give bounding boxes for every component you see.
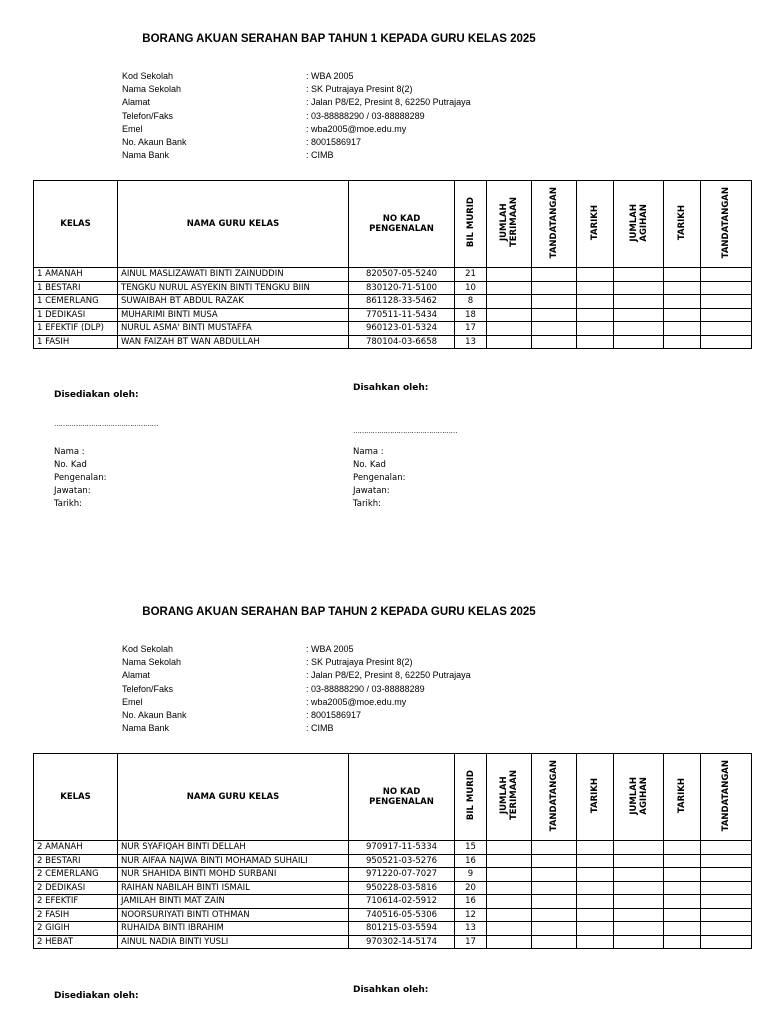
approved-by-heading: Disahkan oleh: xyxy=(353,985,429,995)
info-value: : wba2005@moe.edu.my xyxy=(306,123,407,134)
cell-tandatangan xyxy=(701,895,752,909)
prepared-by-block xyxy=(54,991,139,1001)
cell-no-kad: 820507-05-5240 xyxy=(349,268,455,282)
cell-kelas: 1 EFEKTIF (DLP) xyxy=(34,322,118,336)
cell-nama-guru: MUHARIMI BINTI MUSA xyxy=(118,308,349,322)
cell-no-kad: 970302-14-5174 xyxy=(349,935,455,949)
header-tarikh-label: TARIKH xyxy=(590,777,600,814)
info-value: : 03-88888290 / 03-88888289 xyxy=(306,683,425,694)
cell-no-kad: 971220-07-7027 xyxy=(349,868,455,882)
info-label: Alamat xyxy=(122,97,151,108)
cell-tandatangan xyxy=(532,335,577,349)
header-tarikh-label: TARIKH xyxy=(677,204,687,241)
cell-bil-murid: 10 xyxy=(455,281,487,295)
field-jawatan: Jawatan: xyxy=(54,486,91,496)
form-title: BORANG AKUAN SERAHAN BAP TAHUN 2 KEPADA GURU KELAS 2025 xyxy=(142,606,536,618)
cell-no-kad: 861128-33-5462 xyxy=(349,295,455,309)
info-label: Nama Bank xyxy=(122,150,170,161)
cell-tandatangan xyxy=(532,308,577,322)
cell-kelas: 2 EFEKTIF xyxy=(34,895,118,909)
cell-kelas: 1 BESTARI xyxy=(34,281,118,295)
header-bil-murid xyxy=(455,754,487,841)
info-label: Telefon/Faks xyxy=(122,110,174,121)
cell-jumlah-terimaan xyxy=(487,268,532,282)
info-value: : 8001586917 xyxy=(306,137,362,148)
info-label: Emel xyxy=(122,123,143,134)
table-body xyxy=(34,841,752,949)
table-row xyxy=(34,335,752,349)
cell-tarikh xyxy=(577,335,614,349)
form-title: BORANG AKUAN SERAHAN BAP TAHUN 1 KEPADA GURU KELAS 2025 xyxy=(142,33,536,45)
cell-jumlah-agihan xyxy=(614,335,664,349)
cell-tarikh xyxy=(664,295,701,309)
info-label: Kod Sekolah xyxy=(122,71,174,81)
cell-jumlah-terimaan xyxy=(487,322,532,336)
header-nama-guru: NAMA GURU KELAS xyxy=(118,754,349,841)
cell-no-kad: 970917-11-5334 xyxy=(349,841,455,855)
table-row xyxy=(34,268,752,282)
cell-tarikh xyxy=(577,922,614,936)
cell-no-kad: 830120-71-5100 xyxy=(349,281,455,295)
header-bil-murid-label: BIL MURID xyxy=(465,197,476,248)
table-row xyxy=(34,281,752,295)
cell-bil-murid: 13 xyxy=(455,335,487,349)
info-value: : 8001586917 xyxy=(306,710,362,721)
cell-bil-murid: 13 xyxy=(455,922,487,936)
field-nama: Nama : xyxy=(353,447,384,457)
cell-tarikh xyxy=(577,841,614,855)
cell-tandatangan xyxy=(701,281,752,295)
cell-tarikh xyxy=(577,281,614,295)
info-label: Nama Bank xyxy=(122,723,170,734)
cell-jumlah-terimaan xyxy=(487,841,532,855)
prepared-by-heading: Disediakan oleh: xyxy=(54,390,139,400)
cell-jumlah-terimaan xyxy=(487,281,532,295)
info-value: : WBA 2005 xyxy=(306,71,354,81)
cell-tarikh xyxy=(577,295,614,309)
header-bil-murid-label: BIL MURID xyxy=(465,770,476,821)
cell-tandatangan xyxy=(532,268,577,282)
teacher-table xyxy=(33,180,752,349)
cell-no-kad: 960123-01-5324 xyxy=(349,322,455,336)
info-label: No. Akaun Bank xyxy=(122,137,187,148)
info-label: Nama Sekolah xyxy=(122,657,182,668)
header-jumlah-agihan xyxy=(614,754,664,841)
cell-tandatangan xyxy=(701,935,752,949)
field-tarikh: Tarikh: xyxy=(54,499,83,509)
cell-nama-guru: WAN FAIZAH BT WAN ABDULLAH xyxy=(118,335,349,349)
signature-fields xyxy=(54,446,139,511)
table-row xyxy=(34,922,752,936)
cell-tandatangan xyxy=(701,868,752,882)
cell-bil-murid: 16 xyxy=(455,895,487,909)
school-info xyxy=(122,70,471,162)
cell-tarikh xyxy=(664,281,701,295)
header-tandatangan xyxy=(532,754,577,841)
table-row xyxy=(34,322,752,336)
cell-no-kad: 710614-02-5912 xyxy=(349,895,455,909)
cell-jumlah-terimaan xyxy=(487,295,532,309)
cell-kelas: 1 DEDIKASI xyxy=(34,308,118,322)
header-nama-guru: NAMA GURU KELAS xyxy=(118,181,349,268)
cell-tarikh xyxy=(664,854,701,868)
header-tandatangan xyxy=(532,181,577,268)
signature-line: ………………………………………… xyxy=(54,420,158,428)
cell-kelas: 2 HEBAT xyxy=(34,935,118,949)
info-value: : CIMB xyxy=(306,150,334,161)
cell-kelas: 2 GIGIH xyxy=(34,922,118,936)
header-tandatangan-label: TANDATANGAN xyxy=(549,759,559,832)
info-value: : wba2005@moe.edu.my xyxy=(306,696,407,707)
cell-kelas: 1 CEMERLANG xyxy=(34,295,118,309)
cell-no-kad: 950228-03-5816 xyxy=(349,881,455,895)
cell-tarikh xyxy=(664,335,701,349)
cell-tarikh xyxy=(664,868,701,882)
cell-jumlah-agihan xyxy=(614,841,664,855)
cell-bil-murid: 20 xyxy=(455,881,487,895)
cell-kelas: 2 DEDIKASI xyxy=(34,881,118,895)
header-jumlah-terimaan-label: JUMLAH TERIMAAN xyxy=(499,197,519,248)
cell-no-kad: 770511-11-5434 xyxy=(349,308,455,322)
cell-nama-guru: SUWAIBAH BT ABDUL RAZAK xyxy=(118,295,349,309)
info-value: : CIMB xyxy=(306,723,334,734)
table-row xyxy=(34,868,752,882)
cell-tarikh xyxy=(577,908,614,922)
cell-nama-guru: AINUL NADIA BINTI YUSLI xyxy=(118,935,349,949)
header-tarikh xyxy=(577,754,614,841)
cell-jumlah-terimaan xyxy=(487,895,532,909)
cell-nama-guru: NOORSURIYATI BINTI OTHMAN xyxy=(118,908,349,922)
cell-tandatangan xyxy=(701,854,752,868)
cell-tarikh xyxy=(664,935,701,949)
table-body xyxy=(34,268,752,349)
cell-bil-murid: 17 xyxy=(455,322,487,336)
cell-tandatangan xyxy=(532,841,577,855)
cell-jumlah-agihan xyxy=(614,295,664,309)
field-no-kad: No. Kad Pengenalan: xyxy=(54,460,107,483)
cell-jumlah-agihan xyxy=(614,268,664,282)
cell-no-kad: 780104-03-6658 xyxy=(349,335,455,349)
info-label: No. Akaun Bank xyxy=(122,710,187,721)
cell-bil-murid: 12 xyxy=(455,908,487,922)
cell-kelas: 2 CEMERLANG xyxy=(34,868,118,882)
cell-jumlah-agihan xyxy=(614,922,664,936)
header-jumlah-terimaan xyxy=(487,754,532,841)
table-row xyxy=(34,854,752,868)
cell-tarikh xyxy=(577,895,614,909)
cell-jumlah-terimaan xyxy=(487,908,532,922)
info-value: : SK Putrajaya Presint 8(2) xyxy=(306,84,413,95)
cell-no-kad: 801215-03-5594 xyxy=(349,922,455,936)
info-label: Telefon/Faks xyxy=(122,683,174,694)
cell-tandatangan xyxy=(701,922,752,936)
header-tandatangan xyxy=(701,754,752,841)
cell-jumlah-agihan xyxy=(614,322,664,336)
header-no-kad-label: NO KAD PENGENALAN xyxy=(369,214,434,234)
cell-bil-murid: 18 xyxy=(455,308,487,322)
info-label: Emel xyxy=(122,696,143,707)
prepared-by-heading: Disediakan oleh: xyxy=(54,991,139,1001)
cell-jumlah-agihan xyxy=(614,868,664,882)
header-tarikh-label: TARIKH xyxy=(677,777,687,814)
table-row xyxy=(34,935,752,949)
header-jumlah-agihan-label: JUMLAH AGIHAN xyxy=(628,776,649,815)
cell-nama-guru: RAIHAN NABILAH BINTI ISMAIL xyxy=(118,881,349,895)
cell-jumlah-terimaan xyxy=(487,308,532,322)
info-label: Kod Sekolah xyxy=(122,644,174,654)
cell-jumlah-terimaan xyxy=(487,868,532,882)
cell-tarikh xyxy=(664,268,701,282)
cell-tarikh xyxy=(577,935,614,949)
approved-by-heading: Disahkan oleh: xyxy=(353,383,429,393)
cell-tarikh xyxy=(577,854,614,868)
cell-nama-guru: NURUL ASMA' BINTI MUSTAFFA xyxy=(118,322,349,336)
signature-fields xyxy=(353,446,428,511)
header-tandatangan xyxy=(701,181,752,268)
header-no-kad xyxy=(349,181,455,268)
cell-kelas: 2 BESTARI xyxy=(34,854,118,868)
field-nama: Nama : xyxy=(54,447,85,457)
header-no-kad xyxy=(349,754,455,841)
cell-tarikh xyxy=(664,841,701,855)
header-tandatangan-label: TANDATANGAN xyxy=(549,186,559,259)
info-value: : Jalan P8/E2, Presint 8, 62250 Putrajaya xyxy=(306,670,471,681)
cell-tandatangan xyxy=(701,268,752,282)
cell-tandatangan xyxy=(532,895,577,909)
cell-tandatangan xyxy=(532,854,577,868)
info-value: : SK Putrajaya Presint 8(2) xyxy=(306,657,413,668)
cell-tandatangan xyxy=(701,881,752,895)
cell-tarikh xyxy=(577,308,614,322)
header-tarikh xyxy=(577,181,614,268)
table-row xyxy=(34,881,752,895)
table-row xyxy=(34,308,752,322)
header-tarikh xyxy=(664,754,701,841)
cell-no-kad: 740516-05-5306 xyxy=(349,908,455,922)
cell-tandatangan xyxy=(532,881,577,895)
header-tarikh-label: TARIKH xyxy=(590,204,600,241)
cell-tandatangan xyxy=(701,841,752,855)
prepared-by-block xyxy=(54,390,158,509)
cell-nama-guru: NUR SYAFIQAH BINTI DELLAH xyxy=(118,841,349,855)
cell-tarikh xyxy=(664,908,701,922)
cell-nama-guru: JAMILAH BINTI MAT ZAIN xyxy=(118,895,349,909)
info-label: Alamat xyxy=(122,670,151,681)
header-jumlah-terimaan-label: JUMLAH TERIMAAN xyxy=(499,770,519,821)
field-jawatan: Jawatan: xyxy=(353,486,390,496)
cell-bil-murid: 16 xyxy=(455,854,487,868)
cell-jumlah-agihan xyxy=(614,881,664,895)
cell-tandatangan xyxy=(532,322,577,336)
cell-jumlah-agihan xyxy=(614,908,664,922)
cell-tarikh xyxy=(664,322,701,336)
header-jumlah-terimaan xyxy=(487,181,532,268)
cell-jumlah-agihan xyxy=(614,935,664,949)
table-row xyxy=(34,295,752,309)
cell-jumlah-terimaan xyxy=(487,335,532,349)
cell-nama-guru: AINUL MASLIZAWATI BINTI ZAINUDDIN xyxy=(118,268,349,282)
cell-nama-guru: NUR SHAHIDA BINTI MOHD SURBANI xyxy=(118,868,349,882)
field-no-kad: No. Kad Pengenalan: xyxy=(353,460,406,483)
info-label: Nama Sekolah xyxy=(122,84,182,95)
header-jumlah-agihan xyxy=(614,181,664,268)
cell-jumlah-agihan xyxy=(614,895,664,909)
cell-tandatangan xyxy=(532,281,577,295)
cell-tandatangan xyxy=(532,295,577,309)
cell-kelas: 2 FASIH xyxy=(34,908,118,922)
cell-jumlah-terimaan xyxy=(487,881,532,895)
cell-jumlah-terimaan xyxy=(487,935,532,949)
cell-nama-guru: NUR AIFAA NAJWA BINTI MOHAMAD SUHAILI xyxy=(118,854,349,868)
cell-tarikh xyxy=(664,895,701,909)
cell-kelas: 2 AMANAH xyxy=(34,841,118,855)
cell-tarikh xyxy=(664,308,701,322)
cell-nama-guru: TENGKU NURUL ASYEKIN BINTI TENGKU BIIN xyxy=(118,281,349,295)
cell-tarikh xyxy=(664,922,701,936)
approved-by-block xyxy=(353,383,457,509)
info-value: : WBA 2005 xyxy=(306,644,354,654)
cell-tarikh xyxy=(577,881,614,895)
header-no-kad-label: NO KAD PENGENALAN xyxy=(369,787,434,807)
info-value: : Jalan P8/E2, Presint 8, 62250 Putrajaya xyxy=(306,97,471,108)
header-tandatangan-label: TANDATANGAN xyxy=(721,186,731,259)
cell-tarikh xyxy=(577,268,614,282)
cell-jumlah-terimaan xyxy=(487,922,532,936)
cell-bil-murid: 17 xyxy=(455,935,487,949)
header-kelas: KELAS xyxy=(34,181,118,268)
header-jumlah-agihan-label: JUMLAH AGIHAN xyxy=(628,203,649,242)
table-row xyxy=(34,895,752,909)
cell-bil-murid: 9 xyxy=(455,868,487,882)
info-value: : 03-88888290 / 03-88888289 xyxy=(306,110,425,121)
cell-tarikh xyxy=(577,868,614,882)
cell-tandatangan xyxy=(701,308,752,322)
cell-bil-murid: 21 xyxy=(455,268,487,282)
cell-jumlah-terimaan xyxy=(487,854,532,868)
field-tarikh: Tarikh: xyxy=(353,499,382,509)
table-row xyxy=(34,908,752,922)
header-tandatangan-label: TANDATANGAN xyxy=(721,759,731,832)
school-info xyxy=(122,643,471,735)
teacher-table xyxy=(33,753,752,949)
cell-tandatangan xyxy=(532,908,577,922)
cell-tarikh xyxy=(577,322,614,336)
cell-bil-murid: 15 xyxy=(455,841,487,855)
table-row xyxy=(34,841,752,855)
cell-tarikh xyxy=(664,881,701,895)
cell-jumlah-agihan xyxy=(614,854,664,868)
cell-bil-murid: 8 xyxy=(455,295,487,309)
cell-tandatangan xyxy=(532,922,577,936)
header-bil-murid xyxy=(455,181,487,268)
cell-tandatangan xyxy=(701,322,752,336)
cell-tandatangan xyxy=(701,295,752,309)
cell-tandatangan xyxy=(532,935,577,949)
cell-kelas: 1 AMANAH xyxy=(34,268,118,282)
cell-tandatangan xyxy=(701,908,752,922)
cell-nama-guru: RUHAIDA BINTI IBRAHIM xyxy=(118,922,349,936)
signature-line: ………………………………………… xyxy=(353,427,457,435)
cell-jumlah-agihan xyxy=(614,308,664,322)
cell-tandatangan xyxy=(701,335,752,349)
approved-by-block xyxy=(353,985,428,995)
cell-jumlah-agihan xyxy=(614,281,664,295)
header-tarikh xyxy=(664,181,701,268)
cell-kelas: 1 FASIH xyxy=(34,335,118,349)
cell-tandatangan xyxy=(532,868,577,882)
cell-no-kad: 950521-03-5276 xyxy=(349,854,455,868)
header-kelas: KELAS xyxy=(34,754,118,841)
